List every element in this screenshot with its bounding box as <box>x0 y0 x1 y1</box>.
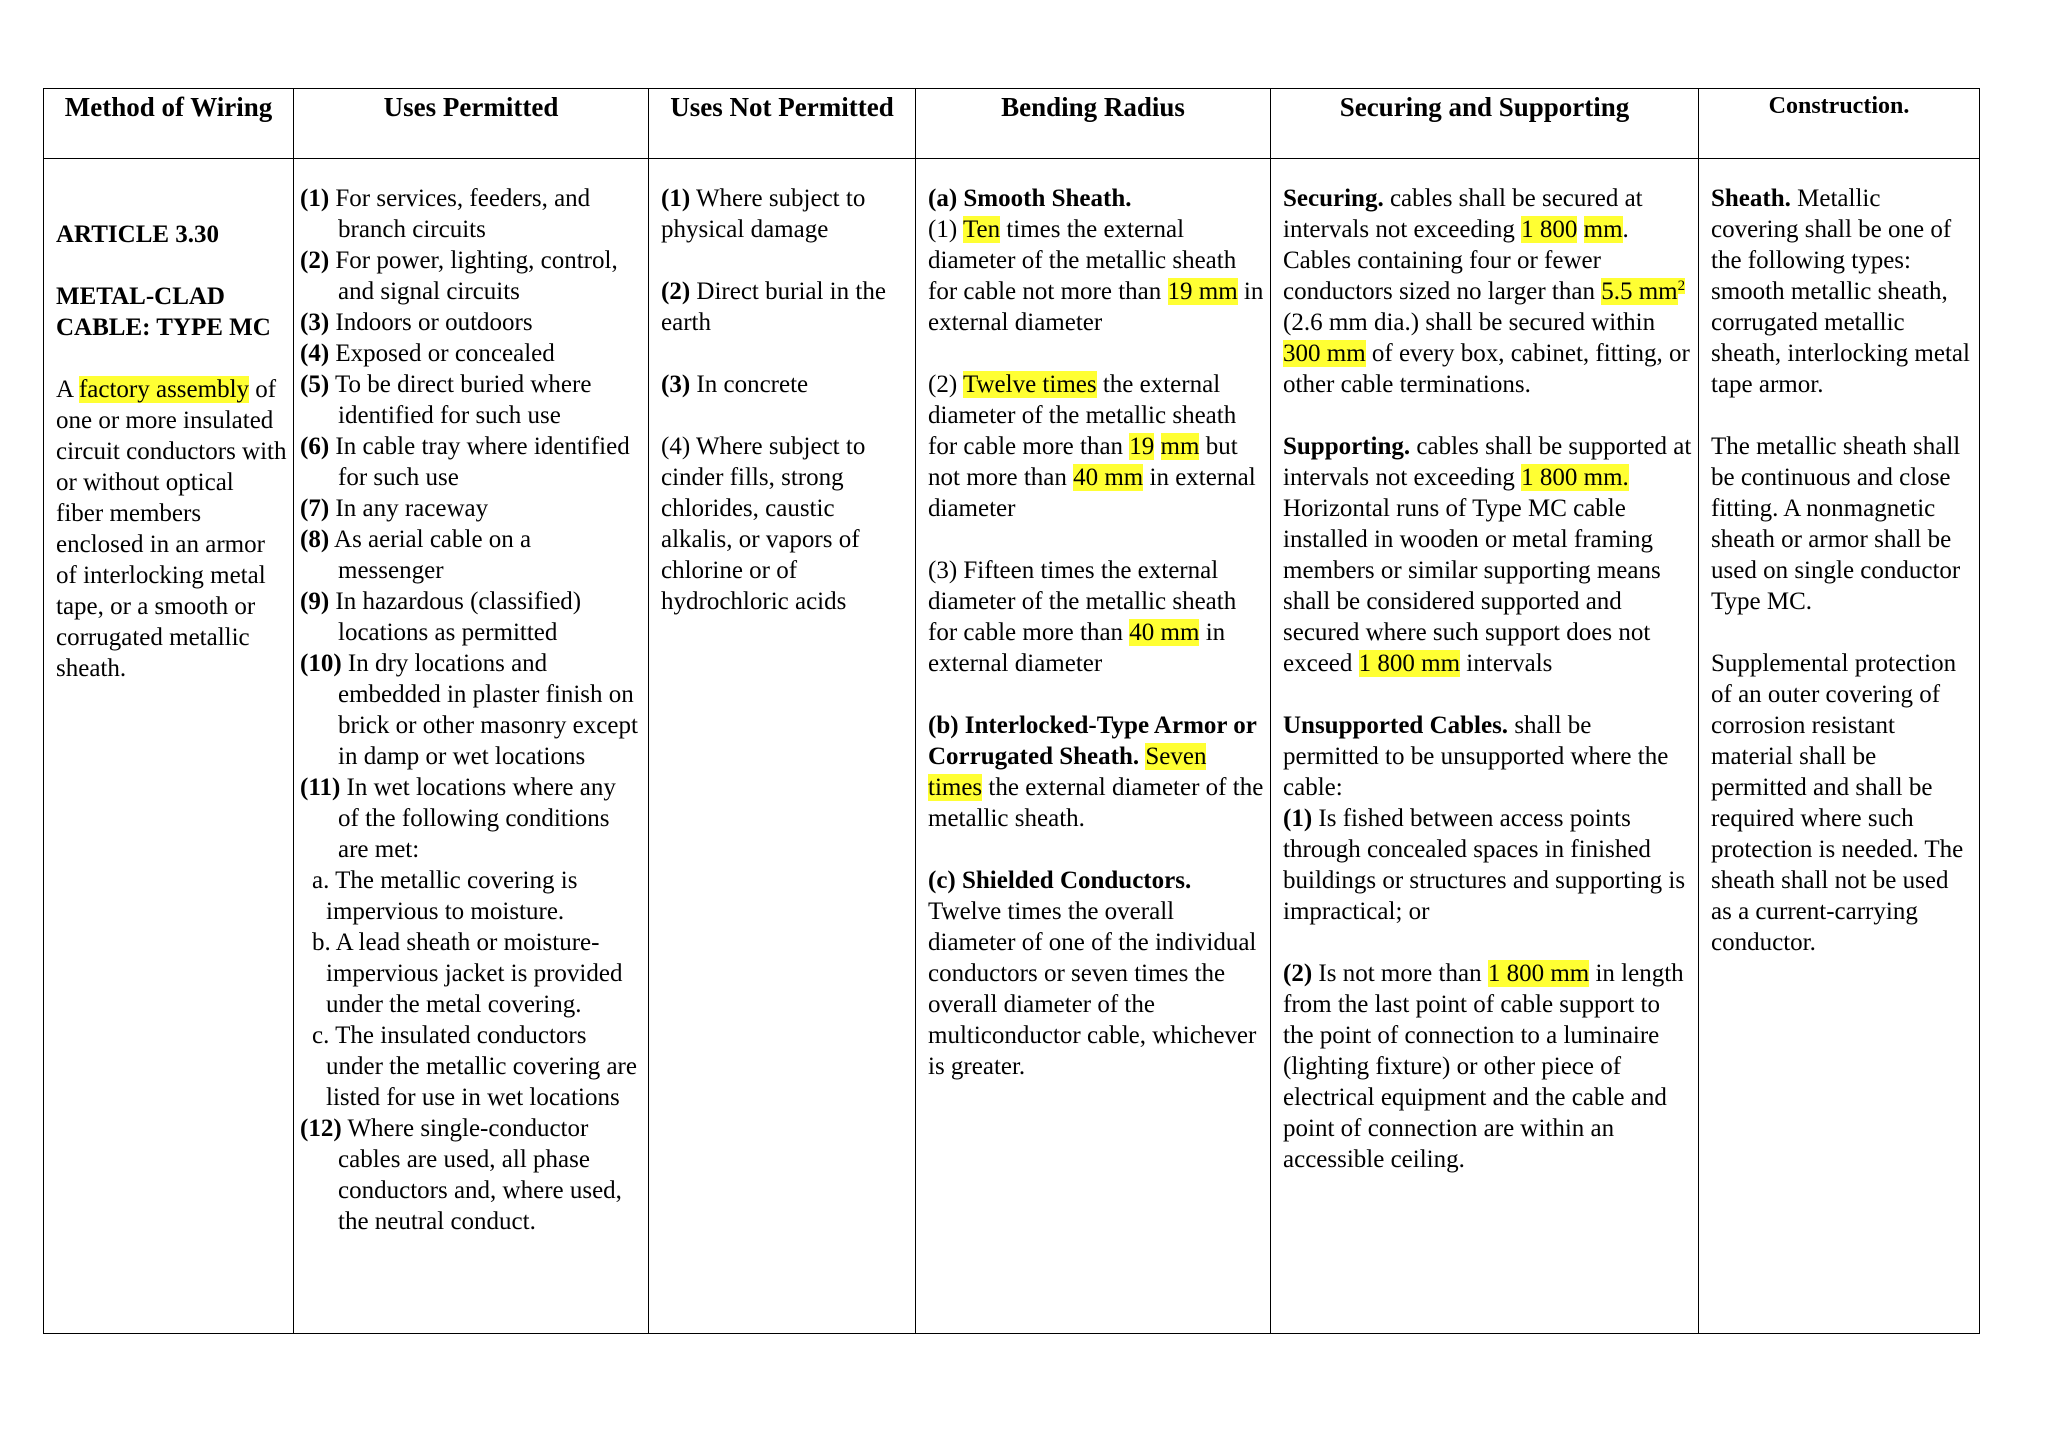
securing-paragraph: Securing. cables shall be secured at intervals not exceeding 1 800 mm. Cables containing four or fewer conductors sized no larger than 5.5 $mm^2$ (2.6 mm dia.) shall be secured within 300 mm of every box, cabinet, fitting, or other cable terminations. <box>1283 185 1690 398</box>
header-securing-supporting: Securing and Supporting <box>1271 89 1698 159</box>
construction-paragraph: The metallic sheath shall be continuous and close fitting. A nonmagnetic sheath or armor shall be used on single conductor Type MC. <box>1711 433 1961 615</box>
construction-cell <box>1711 183 1973 958</box>
uses-permitted-item: (4) Exposed or concealed <box>300 340 555 367</box>
uses-permitted-subitem: c. The insulated conductors under the metallic covering are listed for use in wet locations <box>312 1022 637 1111</box>
uses-permitted-list <box>300 183 642 865</box>
uses-not-permitted-item: (1) Where subject to physical damage <box>661 185 866 243</box>
uses-permitted-subitem: b. A lead sheath or moisture-impervious jacket is provided under the metal covering. <box>312 929 623 1018</box>
uses-not-permitted-item: (2) Direct burial in the earth <box>661 278 886 336</box>
column-construction <box>1699 89 1979 1333</box>
securing-supporting-cell <box>1283 183 1692 1175</box>
header-bending-radius: Bending Radius <box>916 89 1270 159</box>
bending-radius-cell <box>928 183 1264 1082</box>
unsupported-cables-paragraph: Unsupported Cables. shall be permitted to be unsupported where the cable: <box>1283 712 1669 801</box>
supporting-paragraph: Supporting. cables shall be supported at intervals not exceeding 1 800 mm. Horizontal runs of Type MC cable installed in wooden or metal framing members or similar supporting means shall be considered supported and secured where such support does not exceed 1 800 mm intervals <box>1283 433 1692 677</box>
header-uses-not-permitted: Uses Not Permitted <box>649 89 915 159</box>
column-uses-not-permitted <box>649 89 916 1333</box>
uses-permitted-subitem: a. The metallic covering is impervious to moisture. <box>312 867 578 925</box>
uses-permitted-item: (9) In hazardous (classified) locations as permitted <box>300 588 582 646</box>
header-construction: Construction. <box>1699 89 1979 159</box>
smooth-sheath-heading: (a) Smooth Sheath. <box>928 185 1132 212</box>
uses-permitted-item: (3) Indoors or outdoors <box>300 309 533 336</box>
uses-permitted-cell <box>300 183 642 1237</box>
header-uses-permitted: Uses Permitted <box>294 89 648 159</box>
column-method <box>44 89 294 1333</box>
uses-permitted-item: (12) Where single-conductor cables are used, all phase conductors and, where used, the neutral conduct. <box>300 1115 622 1235</box>
uses-permitted-item: (6) In cable tray where identified for such use <box>300 433 630 491</box>
uses-permitted-item: (10) In dry locations and embedded in plaster finish on brick or other masonry except in damp or wet locations <box>300 650 638 770</box>
bending-item: (2) Twelve times the external diameter of the metallic sheath for cable more than 19 mm but not more than 40 mm in external diameter <box>928 371 1256 522</box>
uses-not-permitted-cell <box>661 183 909 617</box>
unsupported-item: (1) Is fished between access points through concealed spaces in finished buildings or structures and supporting is impractical; or <box>1283 805 1686 925</box>
column-uses-permitted <box>294 89 649 1333</box>
bending-item: (1) Ten times the external diameter of the metallic sheath for cable not more than 19 mm in external diameter <box>928 216 1264 336</box>
header-method-of-wiring: Method of Wiring <box>44 89 293 159</box>
bending-item: (3) Fifteen times the external diameter of the metallic sheath for cable more than 40 mm in external diameter <box>928 557 1237 677</box>
uses-permitted-item: (1) For services, feeders, and branch circuits <box>300 185 591 243</box>
uses-permitted-item: (8) As aerial cable on a messenger <box>300 526 532 584</box>
uses-permitted-item: (2) For power, lighting, control, and signal circuits <box>300 247 618 305</box>
column-bending-radius <box>916 89 1271 1333</box>
uses-not-permitted-item: (4) Where subject to cinder fills, strong chlorides, caustic alkalis, or vapors of chlorine or of hydrochloric acids <box>661 433 866 615</box>
construction-paragraph: Supplemental protection of an outer covering of corrosion resistant material shall be permitted and shall be required where such protection is needed. The sheath shall not be used as a current-carrying conductor. <box>1711 650 1964 956</box>
uses-permitted-item: (11) In wet locations where any of the following conditions are met: <box>300 774 616 863</box>
method-description: A factory assembly of one or more insulated circuit conductors with or without optical fiber members enclosed in an armor of interlocking metal tape, or a smooth or corrugated metallic sheath. <box>56 376 287 682</box>
method-cell <box>56 219 287 684</box>
shielded-conductors-text: Twelve times the overall diameter of one of the individual conductors or seven times the overall diameter of the multiconductor cable, whichever is greater. <box>928 898 1257 1080</box>
column-securing-supporting <box>1271 89 1699 1333</box>
interlocked-armor-paragraph: (b) Interlocked-Type Armor or Corrugated Sheath. Seven times the external diameter of the metallic sheath. <box>928 712 1264 832</box>
uses-permitted-sublist <box>300 865 642 1113</box>
unsupported-item: (2) Is not more than 1 800 mm in length from the last point of cable support to the point of connection to a luminaire (lighting fixture) or other piece of electrical equipment and the cable and point of connection are within an accessible ceiling. <box>1283 960 1684 1173</box>
uses-not-permitted-item: (3) In concrete <box>661 371 809 398</box>
uses-permitted-item: (5) To be direct buried where identified for such use <box>300 371 592 429</box>
uses-permitted-item: (7) In any raceway <box>300 495 489 522</box>
article-number: ARTICLE 3.30 <box>56 221 220 248</box>
sheath-paragraph: Sheath. Metallic covering shall be one of the following types: smooth metallic sheath, corrugated metallic sheath, interlocking metal tape armor. <box>1711 185 1970 398</box>
shielded-conductors-heading: (c) Shielded Conductors. <box>928 867 1192 894</box>
wiring-methods-table <box>43 88 1980 1334</box>
article-title: METAL-CLAD CABLE: TYPE MC <box>56 283 271 341</box>
